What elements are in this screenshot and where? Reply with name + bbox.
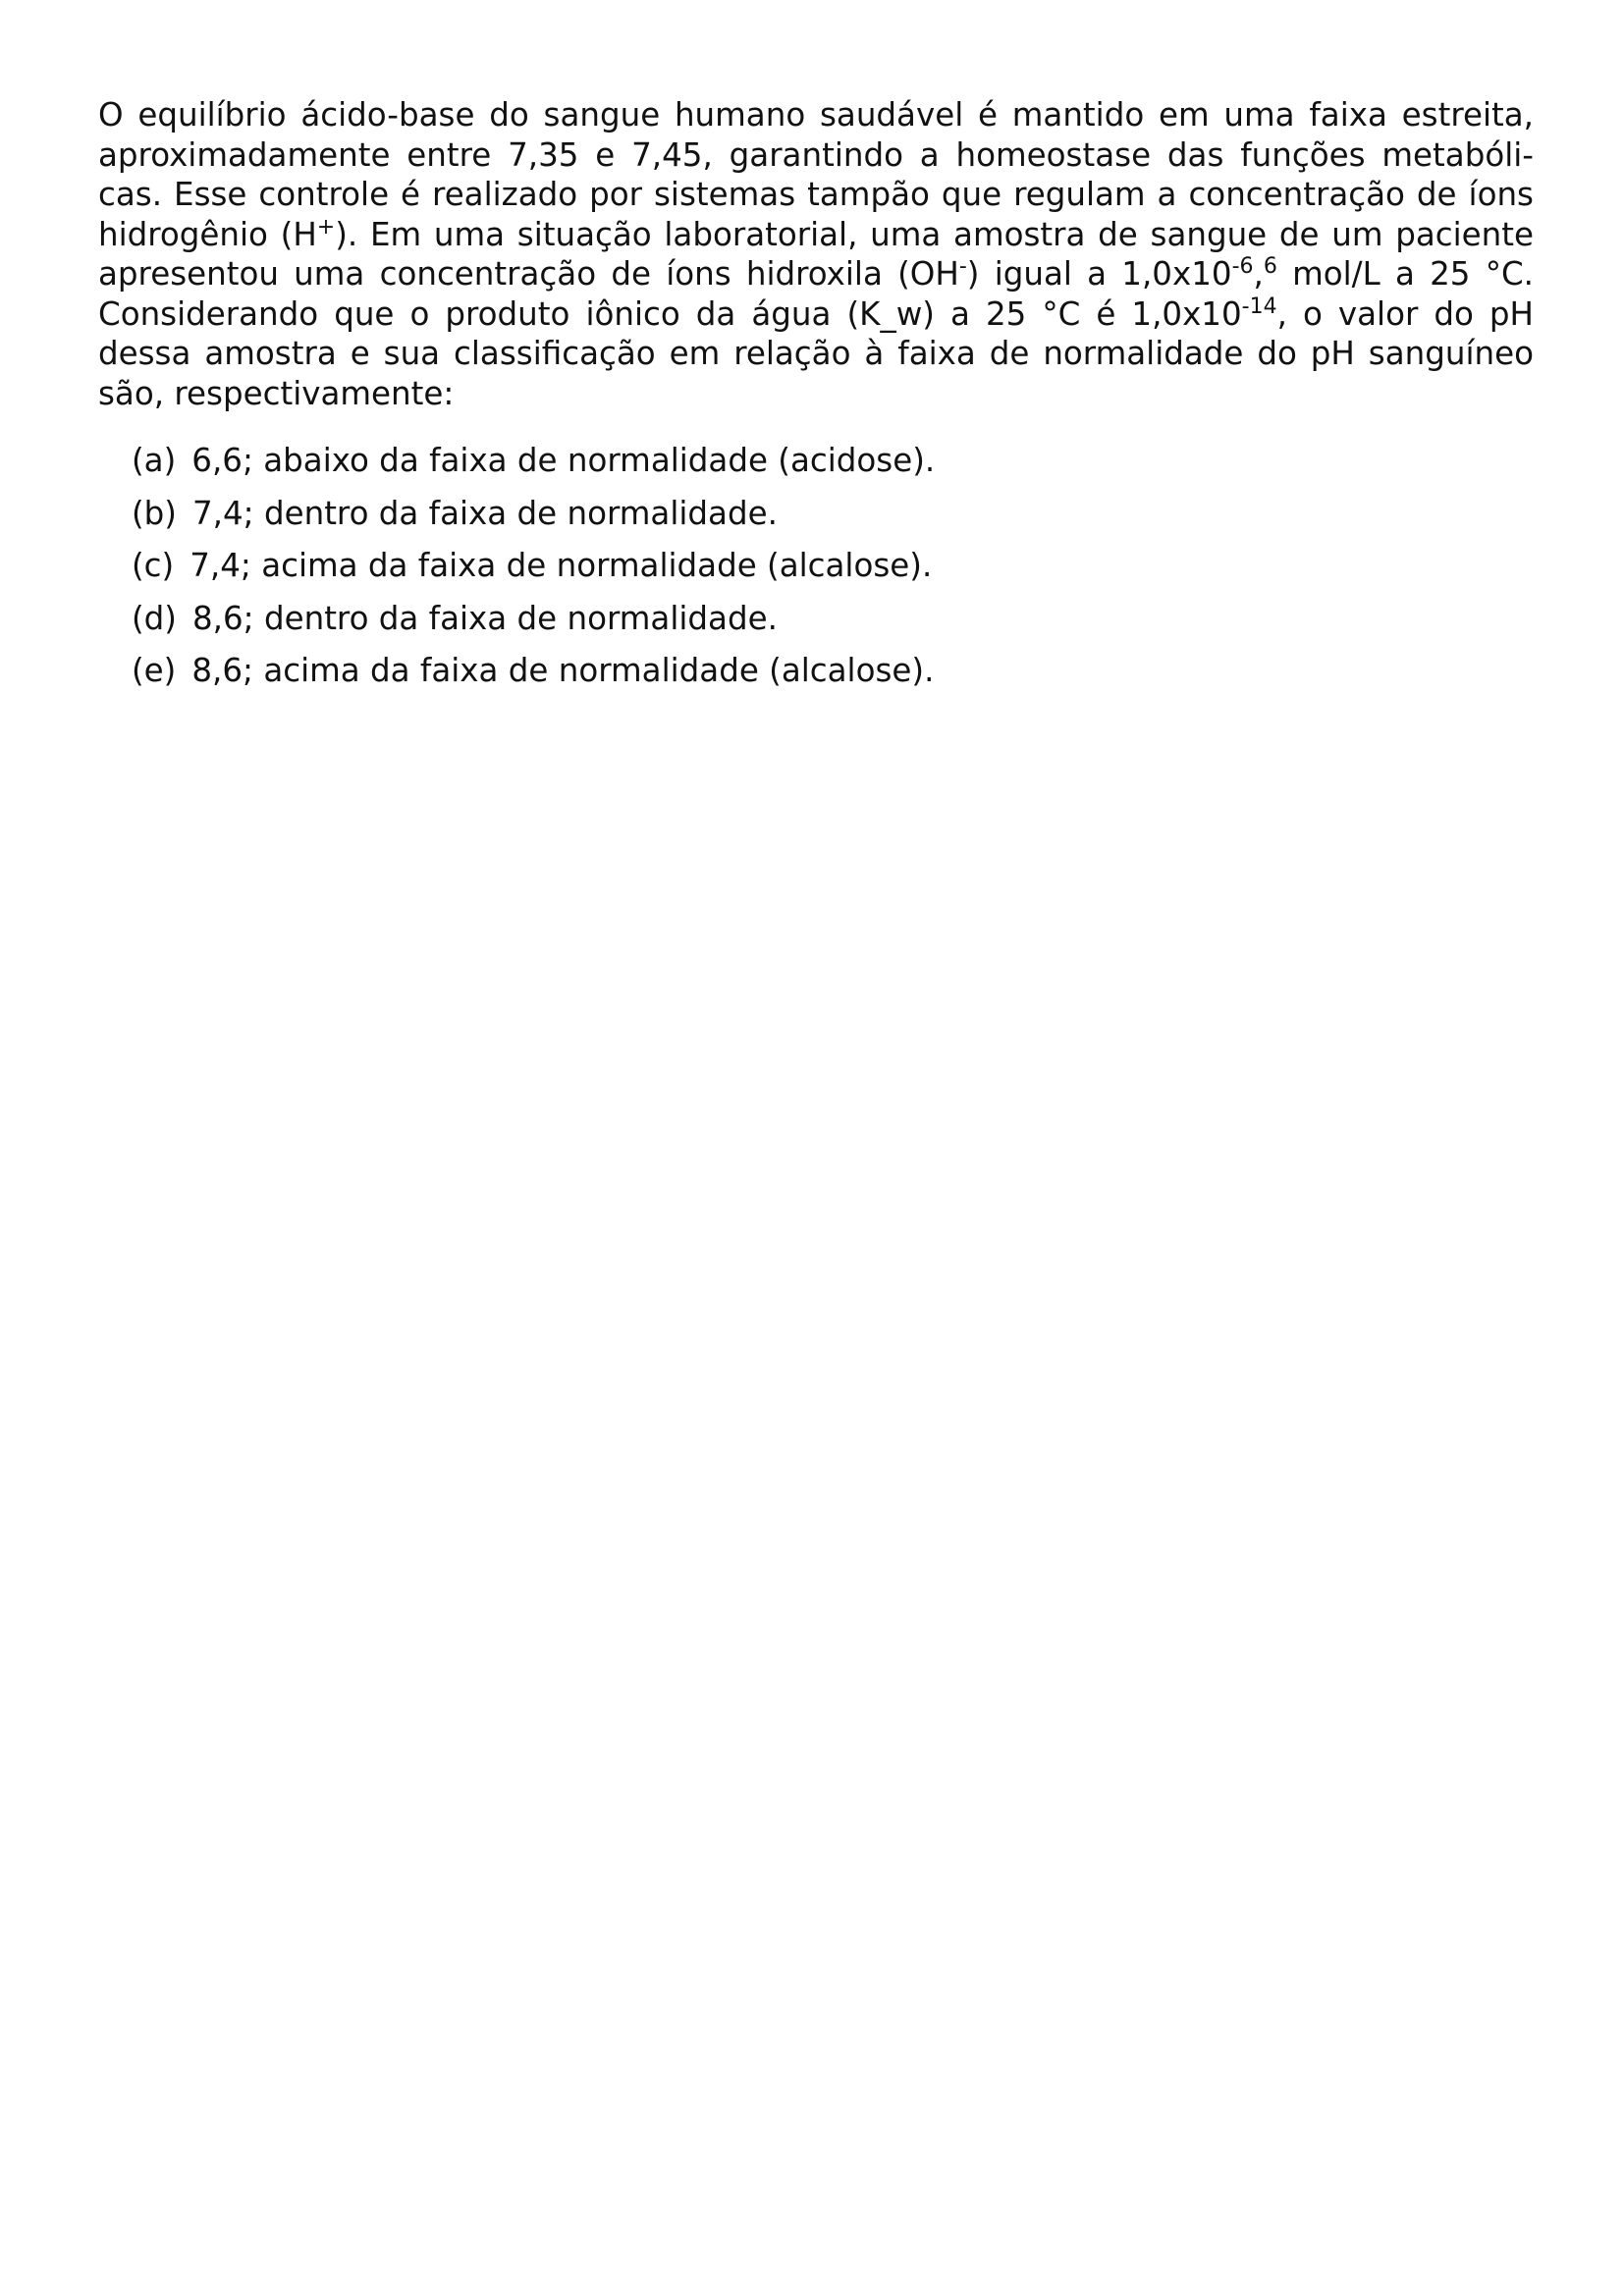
option-a[interactable]	[132, 441, 1534, 481]
question-block	[98, 95, 1534, 704]
option-letter: (e)	[132, 652, 177, 689]
option-text: 7,4; dentro da faixa de normalidade.	[192, 494, 778, 532]
option-e[interactable]	[132, 651, 1534, 691]
option-text: 7,4; acima da faixa de normalidade (alcalose).	[189, 547, 933, 584]
option-b[interactable]	[132, 494, 1534, 534]
question-stem	[98, 95, 1534, 413]
option-d[interactable]	[132, 599, 1534, 639]
option-letter: (d)	[132, 599, 177, 637]
option-text: 6,6; abaixo da faixa de normalidade (acidose).	[191, 442, 936, 479]
option-text: 8,6; acima da faixa de normalidade (alcalose).	[191, 652, 935, 689]
stem-sup-plus: +	[316, 214, 336, 240]
stem-text-4: ) igual a 1,0x10	[966, 255, 1232, 293]
stem-sup-minus: -	[958, 253, 967, 279]
option-letter: (a)	[132, 442, 177, 479]
stem-sup-exp2: 6	[1263, 253, 1277, 279]
option-text: 8,6; dentro da faixa de normalidade.	[192, 599, 778, 637]
option-c[interactable]	[132, 546, 1534, 586]
stem-sup-exp1: -6	[1231, 253, 1254, 279]
option-letter: (c)	[132, 547, 175, 584]
stem-text-3: ). Em uma situação laboratorial, uma amostra de sangue de um paciente apresentou uma concentração de íons hidroxila (OH	[98, 215, 1535, 293]
stem-text-5: ,	[1253, 255, 1264, 293]
stem-text-6: mol/L a 25 °C. Considerando que o produto iônico da água (K_w) a 25 °C é 1,0x10	[98, 255, 1534, 333]
stem-text-2: cas. Esse controle é realizado por sistemas tampão que regulam a concentração de íons hidrogênio (H	[98, 176, 1534, 253]
stem-text-1: O equilíbrio ácido-base do sangue humano saudável é mantido em uma faixa estreita, aproximadamente entre 7,35 e 7,45, garantindo a homeostase das funções metabóli-	[98, 96, 1534, 174]
option-letter: (b)	[132, 494, 177, 532]
stem-sup-exp3: -14	[1241, 294, 1277, 319]
answer-options	[98, 441, 1534, 691]
stem-text-7: , o valor do pH dessa amostra e sua classificação em relação à faixa de normalidade do pH sanguíneo são, respectivamente:	[98, 294, 1534, 412]
